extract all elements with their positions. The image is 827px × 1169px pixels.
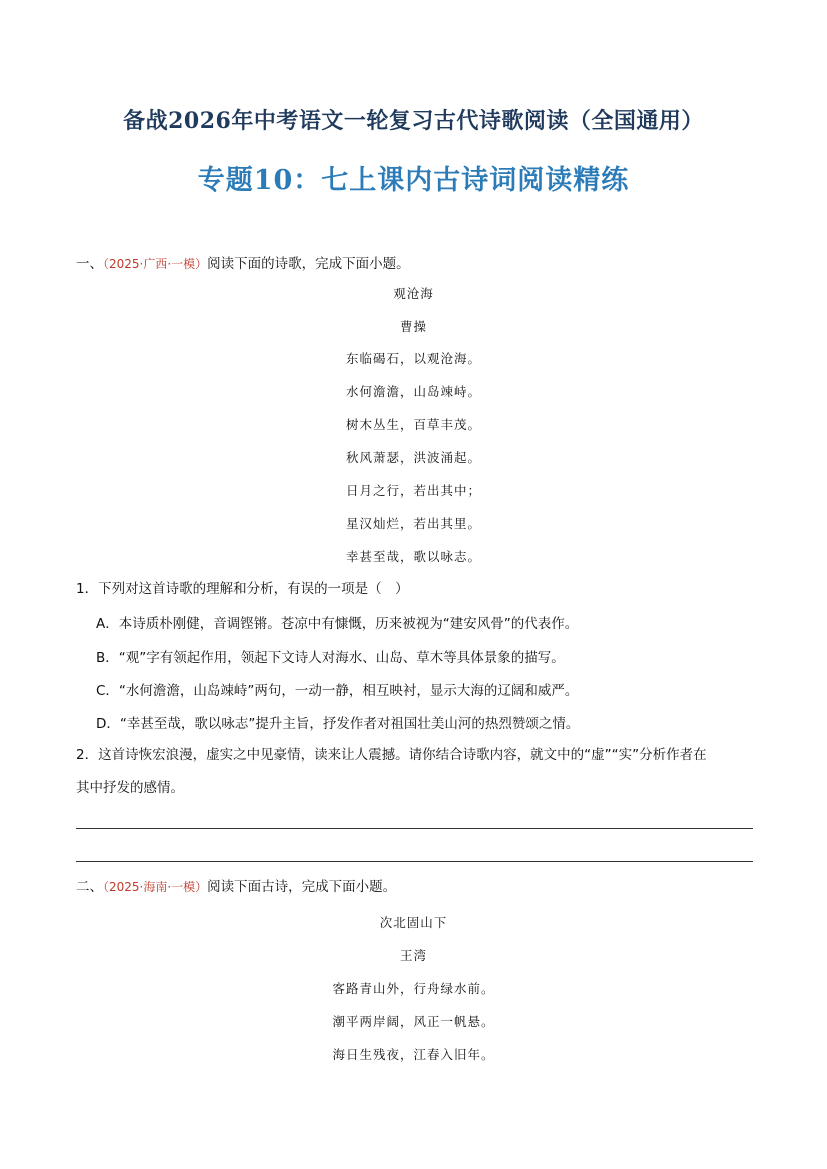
poem-2-title: 次北固山下 [379, 915, 448, 930]
page-subtitle: 专题10：七上课内古诗词阅读精练 [197, 165, 630, 196]
section-2-instruction: 阅读下面古诗，完成下面小题。 [207, 879, 397, 895]
answer-line[interactable] [76, 861, 753, 862]
poem-1-line: 幸甚至哉，歌以咏志。 [345, 549, 481, 564]
section-2-source: （2025·海南·一模） [103, 880, 208, 894]
option-c: C．“水何澹澹，山岛竦峙”两句，一动一静，相互映衬，显示大海的辽阔和威严。 [96, 683, 579, 699]
poem-1-line: 水何澹澹，山岛竦峙。 [345, 384, 481, 399]
poem-1-title: 观沧海 [393, 286, 434, 301]
option-d: D．“幸甚至哉，歌以咏志”提升主旨，抒发作者对祖国壮美山河的热烈赞颂之情。 [96, 716, 580, 732]
question-1: 1．下列对这首诗歌的理解和分析，有误的一项是（ ） [76, 581, 409, 597]
poem-2-line: 客路青山外，行舟绿水前。 [332, 981, 495, 996]
section-1-instruction: 阅读下面的诗歌，完成下面小题。 [207, 256, 410, 272]
poem-2-line: 海日生残夜，江春入旧年。 [332, 1047, 495, 1062]
poem-1-line: 日月之行，若出其中； [345, 483, 481, 498]
poem-2-author: 王湾 [399, 948, 427, 963]
option-a: A．本诗质朴刚健，音调铿锵。苍凉中有慷慨，历来被视为“建安风骨”的代表作。 [96, 616, 579, 632]
page-title: 备战2026年中考语文一轮复习古代诗歌阅读（全国通用） [123, 108, 704, 134]
poem-1-line: 星汉灿烂，若出其里。 [345, 516, 481, 531]
section-1-prefix: 一、 [76, 256, 103, 272]
answer-line[interactable] [76, 828, 753, 829]
question-2-line-1: 2．这首诗恢宏浪漫，虚实之中见豪情，读来让人震撼。请你结合诗歌内容，就文中的“虚”“实”分析作者在 [76, 747, 707, 763]
question-2-line-2: 其中抒发的感情。 [76, 780, 184, 796]
section-1-source: （2025·广西·一模） [103, 257, 208, 271]
poem-1-line: 秋风萧瑟，洪波涌起。 [345, 450, 481, 465]
poem-2-line: 潮平两岸阔，风正一帆悬。 [332, 1014, 495, 1029]
section-2-prefix: 二、 [76, 879, 103, 895]
poem-1-line: 东临碣石，以观沧海。 [345, 351, 481, 366]
poem-1-author: 曹操 [399, 319, 427, 334]
section-2-heading [76, 877, 396, 897]
option-b: B．“观”字有领起作用，领起下文诗人对海水、山岛、草木等具体景象的描写。 [96, 650, 565, 666]
poem-1-line: 树木丛生，百草丰茂。 [345, 417, 481, 432]
section-1-heading [76, 254, 410, 274]
